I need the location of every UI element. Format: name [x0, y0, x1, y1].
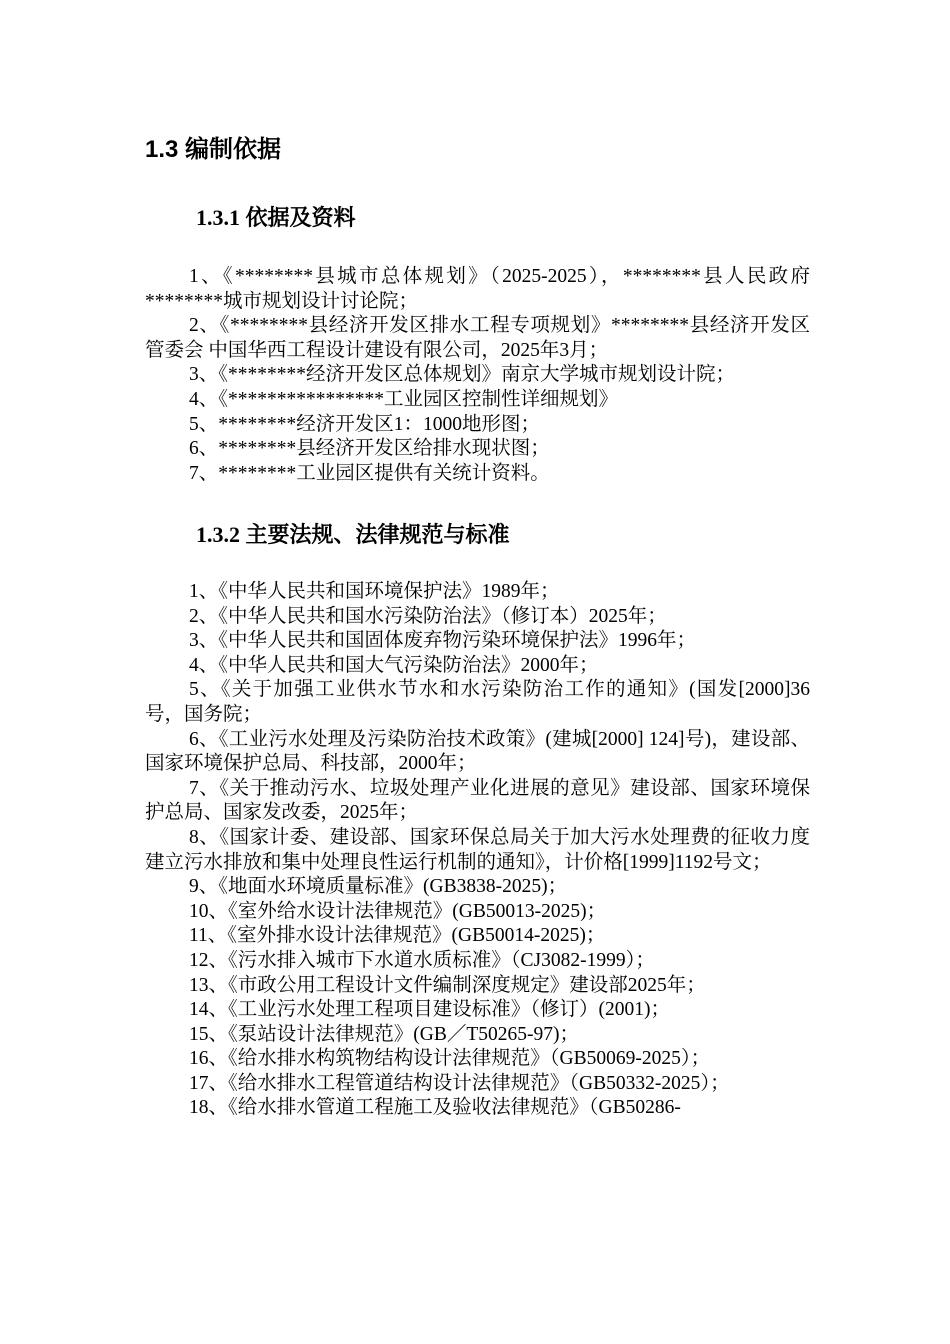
list-item: 5、《关于加强工业供水节水和水污染防治工作的通知》(国发[2000]36号，国务院；	[145, 679, 810, 725]
list-item: 3、《中华人民共和国固体废弃物污染环境保护法》1996年；	[189, 630, 697, 652]
list-item: 15、《泵站设计法律规范》(GB／T50265-97)；	[189, 1023, 579, 1045]
list-item: 4、《****************工业园区控制性详细规划》	[189, 388, 619, 410]
list-item: 3、《********经济开发区总体规划》南京大学城市规划设计院；	[189, 364, 736, 386]
list-item: 10、《室外给水设计法律规范》(GB50013-2025)；	[189, 900, 607, 922]
list-item: 2、《中华人民共和国水污染防治法》（修订本）2025年；	[189, 605, 667, 627]
list-item: 7、********工业园区提供有关统计资料。	[189, 462, 550, 484]
list-item: 12、《污水排入城市下水道水质标准》（CJ3082-1999）；	[189, 949, 655, 971]
list-item: 7、《关于推动污水、垃圾处理产业化进展的意见》建设部、国家环境保护总局、国家发改委，2025年；	[145, 777, 810, 824]
section-title: 1.3 编制依据	[145, 136, 282, 163]
list-item: 6、《工业污水处理及污染防治技术政策》(建城[2000] 124]号)，建设部、国家环境保护总局、科技部，2000年；	[145, 728, 810, 775]
regulations-list	[145, 580, 810, 1121]
list-item: 4、《中华人民共和国大气污染防治法》2000年；	[189, 654, 599, 676]
list-item: 6、********县经济开发区给排水现状图；	[189, 438, 550, 460]
list-item: 13、《市政公用工程设计文件编制深度规定》建设部2025年；	[189, 974, 706, 996]
list-item: 9、《地面水环境质量标准》(GB3838-2025)；	[189, 876, 568, 898]
list-item: 8、《国家计委、建设部、国家环保总局关于加大污水处理费的征收力度建立污水排放和集中处理良性运行机制的通知》，计价格[1999]1192号文；	[145, 826, 810, 873]
basis-list	[145, 265, 810, 486]
list-item: 1、《中华人民共和国环境保护法》1989年；	[189, 581, 560, 602]
list-item: 1、《********县城市总体规划》（2025-2025），********县人民政府 ********城市规划设计讨论院；	[145, 266, 810, 312]
list-item: 11、《室外排水设计法律规范》(GB50014-2025)；	[189, 925, 606, 947]
subsection-title-basis: 1.3.1 依据及资料	[196, 205, 356, 230]
list-item: 5、********经济开发区1：1000地形图；	[189, 413, 541, 435]
list-item: 18、《给水排水管道工程施工及验收法律规范》（GB50286-	[189, 1097, 681, 1119]
list-item: 14、《工业污水处理工程项目建设标准》（修订）(2001)；	[189, 999, 670, 1021]
subsection-title-regulations: 1.3.2 主要法规、法律规范与标准	[196, 522, 510, 547]
list-item: 16、《给水排水构筑物结构设计法律规范》（GB50069-2025）；	[189, 1048, 711, 1070]
list-item: 2、《********县经济开发区排水工程专项规划》********县经济开发区管委会 中国华西工程设计建设有限公司，2025年3月；	[145, 315, 810, 361]
list-item: 17、《给水排水工程管道结构设计法律规范》（GB50332-2025）；	[189, 1072, 730, 1094]
